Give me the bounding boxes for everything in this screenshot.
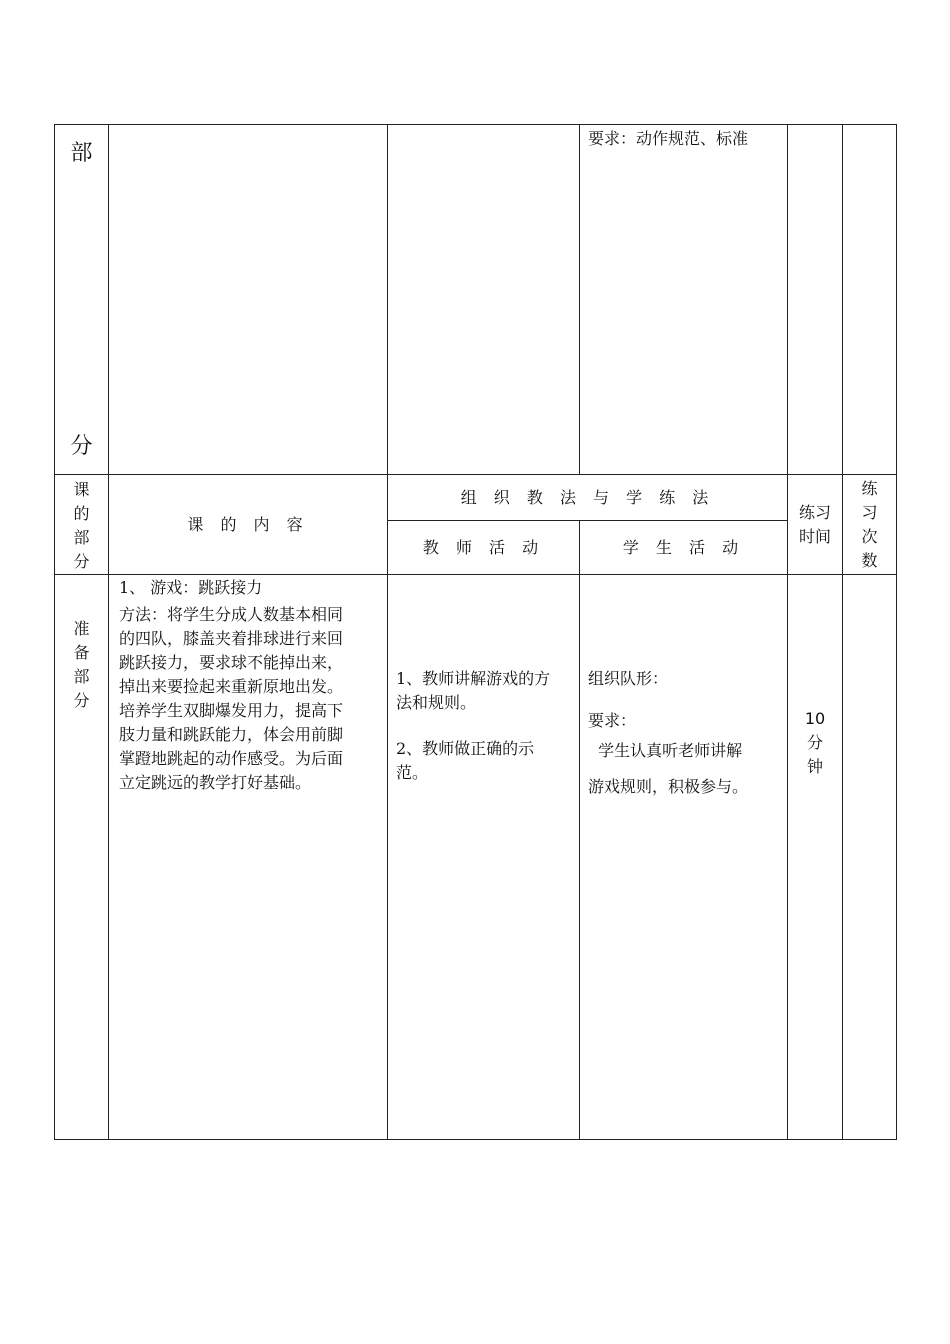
- part-cell-top: [55, 125, 109, 475]
- prep-part-cell: 准 备 部 分: [55, 575, 109, 1140]
- teacher-cell-top: [388, 125, 580, 475]
- teacher-item-1: 1、教师讲解游戏的方 法和规则。: [396, 669, 551, 712]
- prep-content-cell: [109, 575, 388, 1140]
- prep-row: [55, 575, 897, 1140]
- content-line: 肢力量和跳跃能力，体会用前脚: [119, 725, 344, 744]
- teacher-item-2: 2、教师做正确的示 范。: [396, 739, 535, 782]
- header-row-1: [55, 475, 897, 521]
- header-part: 课 的 部 分: [55, 475, 109, 575]
- part-char-bottom: 分: [70, 434, 93, 459]
- formation-label: 组织队形：: [588, 669, 669, 688]
- header-organization: 组 织 教 法 与 学 练 法: [388, 475, 788, 521]
- content-line: 的四队，膝盖夹着排球进行来回: [119, 629, 344, 648]
- content-line: 掌蹬地跳起的动作感受。为后面: [119, 749, 344, 768]
- student-cell-top: [580, 125, 788, 475]
- time-cell-top: [788, 125, 843, 475]
- content-line: 立定跳远的教学打好基础。: [119, 773, 312, 792]
- lesson-plan-table: [54, 124, 897, 1140]
- prep-time-cell: 10 分 钟: [788, 575, 843, 1140]
- header-teacher: 教 师 活 动: [388, 521, 580, 575]
- requirement-text: 要求：动作规范、标准: [588, 129, 749, 148]
- student-req-text: 学生认真听老师讲解 游戏规则，积极参与。: [588, 741, 749, 796]
- continuation-row: [55, 125, 897, 475]
- content-line: 掉出来要捡起来重新原地出发。: [119, 677, 344, 696]
- prep-teacher-cell: [388, 575, 580, 1140]
- header-count: 练 习 次 数: [843, 475, 897, 575]
- prep-count-cell: [843, 575, 897, 1140]
- game-title: 1、 游戏：跳跃接力: [119, 578, 263, 597]
- header-student: 学 生 活 动: [580, 521, 788, 575]
- content-line: 培养学生双脚爆发用力，提高下: [119, 701, 344, 720]
- prep-student-cell: [580, 575, 788, 1140]
- count-cell-top: [843, 125, 897, 475]
- student-req-label: 要求：: [588, 711, 637, 730]
- content-line: 方法：将学生分成人数基本相同: [119, 605, 344, 624]
- content-cell-top: [109, 125, 388, 475]
- header-content: 课 的 内 容: [109, 475, 388, 575]
- content-line: 跳跃接力，要求球不能掉出来，: [119, 653, 344, 672]
- part-char-top: 部: [70, 141, 93, 166]
- header-time: 练习 时间: [788, 475, 843, 575]
